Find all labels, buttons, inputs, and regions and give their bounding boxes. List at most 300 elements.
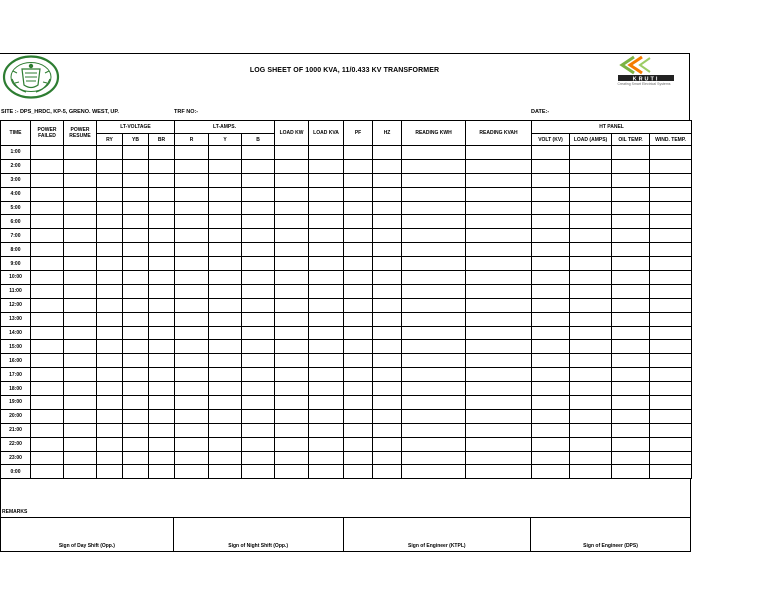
entry-cell[interactable] [149, 354, 175, 368]
entry-cell[interactable] [612, 409, 650, 423]
entry-cell[interactable] [612, 423, 650, 437]
entry-cell[interactable] [97, 298, 123, 312]
entry-cell[interactable] [612, 271, 650, 285]
entry-cell[interactable] [570, 284, 612, 298]
entry-cell[interactable] [402, 284, 466, 298]
entry-cell[interactable] [650, 382, 692, 396]
entry-cell[interactable] [402, 423, 466, 437]
entry-cell[interactable] [242, 159, 275, 173]
entry-cell[interactable] [532, 201, 570, 215]
entry-cell[interactable] [275, 451, 309, 465]
entry-cell[interactable] [31, 326, 64, 340]
entry-cell[interactable] [344, 243, 373, 257]
entry-cell[interactable] [612, 146, 650, 160]
entry-cell[interactable] [650, 423, 692, 437]
entry-cell[interactable] [309, 326, 344, 340]
entry-cell[interactable] [309, 187, 344, 201]
entry-cell[interactable] [64, 382, 97, 396]
entry-cell[interactable] [242, 340, 275, 354]
entry-cell[interactable] [309, 271, 344, 285]
entry-cell[interactable] [97, 229, 123, 243]
entry-cell[interactable] [612, 159, 650, 173]
entry-cell[interactable] [175, 159, 209, 173]
entry-cell[interactable] [344, 201, 373, 215]
entry-cell[interactable] [97, 465, 123, 479]
entry-cell[interactable] [275, 271, 309, 285]
entry-cell[interactable] [31, 215, 64, 229]
entry-cell[interactable] [149, 215, 175, 229]
entry-cell[interactable] [612, 396, 650, 410]
entry-cell[interactable] [64, 312, 97, 326]
entry-cell[interactable] [402, 354, 466, 368]
entry-cell[interactable] [64, 396, 97, 410]
entry-cell[interactable] [149, 396, 175, 410]
entry-cell[interactable] [344, 257, 373, 271]
entry-cell[interactable] [570, 173, 612, 187]
entry-cell[interactable] [402, 396, 466, 410]
entry-cell[interactable] [650, 465, 692, 479]
entry-cell[interactable] [532, 368, 570, 382]
entry-cell[interactable] [242, 229, 275, 243]
entry-cell[interactable] [570, 271, 612, 285]
entry-cell[interactable] [175, 271, 209, 285]
entry-cell[interactable] [570, 382, 612, 396]
entry-cell[interactable] [466, 409, 532, 423]
entry-cell[interactable] [31, 257, 64, 271]
entry-cell[interactable] [275, 173, 309, 187]
entry-cell[interactable] [344, 382, 373, 396]
entry-cell[interactable] [612, 354, 650, 368]
entry-cell[interactable] [650, 312, 692, 326]
entry-cell[interactable] [31, 437, 64, 451]
entry-cell[interactable] [209, 368, 242, 382]
entry-cell[interactable] [97, 271, 123, 285]
entry-cell[interactable] [209, 229, 242, 243]
entry-cell[interactable] [149, 312, 175, 326]
entry-cell[interactable] [532, 340, 570, 354]
entry-cell[interactable] [97, 257, 123, 271]
entry-cell[interactable] [309, 437, 344, 451]
entry-cell[interactable] [650, 409, 692, 423]
entry-cell[interactable] [402, 312, 466, 326]
entry-cell[interactable] [175, 396, 209, 410]
entry-cell[interactable] [570, 368, 612, 382]
entry-cell[interactable] [373, 396, 402, 410]
entry-cell[interactable] [64, 437, 97, 451]
entry-cell[interactable] [373, 146, 402, 160]
entry-cell[interactable] [64, 451, 97, 465]
entry-cell[interactable] [209, 326, 242, 340]
entry-cell[interactable] [149, 271, 175, 285]
entry-cell[interactable] [466, 159, 532, 173]
entry-cell[interactable] [123, 257, 149, 271]
entry-cell[interactable] [97, 284, 123, 298]
entry-cell[interactable] [532, 187, 570, 201]
entry-cell[interactable] [175, 187, 209, 201]
entry-cell[interactable] [275, 396, 309, 410]
entry-cell[interactable] [242, 312, 275, 326]
entry-cell[interactable] [97, 312, 123, 326]
entry-cell[interactable] [570, 396, 612, 410]
entry-cell[interactable] [532, 451, 570, 465]
entry-cell[interactable] [373, 368, 402, 382]
entry-cell[interactable] [64, 368, 97, 382]
entry-cell[interactable] [344, 423, 373, 437]
entry-cell[interactable] [209, 340, 242, 354]
entry-cell[interactable] [650, 257, 692, 271]
entry-cell[interactable] [466, 340, 532, 354]
entry-cell[interactable] [344, 340, 373, 354]
entry-cell[interactable] [97, 396, 123, 410]
entry-cell[interactable] [209, 423, 242, 437]
entry-cell[interactable] [209, 271, 242, 285]
entry-cell[interactable] [209, 312, 242, 326]
entry-cell[interactable] [344, 215, 373, 229]
entry-cell[interactable] [175, 243, 209, 257]
entry-cell[interactable] [344, 326, 373, 340]
entry-cell[interactable] [650, 284, 692, 298]
entry-cell[interactable] [123, 382, 149, 396]
entry-cell[interactable] [344, 284, 373, 298]
sign-day-shift[interactable] [0, 517, 174, 552]
entry-cell[interactable] [209, 409, 242, 423]
entry-cell[interactable] [309, 409, 344, 423]
entry-cell[interactable] [532, 215, 570, 229]
entry-cell[interactable] [466, 257, 532, 271]
entry-cell[interactable] [209, 173, 242, 187]
entry-cell[interactable] [242, 354, 275, 368]
entry-cell[interactable] [309, 173, 344, 187]
entry-cell[interactable] [309, 340, 344, 354]
entry-cell[interactable] [466, 354, 532, 368]
entry-cell[interactable] [64, 229, 97, 243]
entry-cell[interactable] [209, 146, 242, 160]
entry-cell[interactable] [175, 423, 209, 437]
entry-cell[interactable] [149, 465, 175, 479]
sign-engineer-ktpl[interactable] [343, 517, 532, 552]
entry-cell[interactable] [97, 451, 123, 465]
entry-cell[interactable] [123, 271, 149, 285]
entry-cell[interactable] [31, 451, 64, 465]
entry-cell[interactable] [64, 146, 97, 160]
entry-cell[interactable] [570, 229, 612, 243]
entry-cell[interactable] [650, 215, 692, 229]
entry-cell[interactable] [612, 368, 650, 382]
entry-cell[interactable] [123, 215, 149, 229]
entry-cell[interactable] [402, 409, 466, 423]
entry-cell[interactable] [175, 465, 209, 479]
entry-cell[interactable] [612, 215, 650, 229]
entry-cell[interactable] [373, 409, 402, 423]
entry-cell[interactable] [209, 437, 242, 451]
entry-cell[interactable] [175, 257, 209, 271]
entry-cell[interactable] [123, 159, 149, 173]
entry-cell[interactable] [31, 409, 64, 423]
entry-cell[interactable] [612, 201, 650, 215]
entry-cell[interactable] [612, 187, 650, 201]
entry-cell[interactable] [175, 326, 209, 340]
entry-cell[interactable] [149, 146, 175, 160]
entry-cell[interactable] [532, 298, 570, 312]
entry-cell[interactable] [532, 409, 570, 423]
entry-cell[interactable] [175, 284, 209, 298]
entry-cell[interactable] [309, 354, 344, 368]
entry-cell[interactable] [175, 368, 209, 382]
entry-cell[interactable] [532, 312, 570, 326]
entry-cell[interactable] [466, 243, 532, 257]
entry-cell[interactable] [149, 243, 175, 257]
entry-cell[interactable] [373, 340, 402, 354]
entry-cell[interactable] [373, 354, 402, 368]
entry-cell[interactable] [242, 409, 275, 423]
entry-cell[interactable] [149, 409, 175, 423]
entry-cell[interactable] [402, 146, 466, 160]
entry-cell[interactable] [532, 382, 570, 396]
entry-cell[interactable] [309, 215, 344, 229]
entry-cell[interactable] [149, 368, 175, 382]
entry-cell[interactable] [373, 271, 402, 285]
entry-cell[interactable] [650, 451, 692, 465]
entry-cell[interactable] [209, 354, 242, 368]
entry-cell[interactable] [402, 465, 466, 479]
entry-cell[interactable] [97, 423, 123, 437]
entry-cell[interactable] [309, 298, 344, 312]
entry-cell[interactable] [612, 465, 650, 479]
entry-cell[interactable] [31, 298, 64, 312]
entry-cell[interactable] [373, 257, 402, 271]
entry-cell[interactable] [570, 451, 612, 465]
entry-cell[interactable] [97, 382, 123, 396]
entry-cell[interactable] [650, 146, 692, 160]
entry-cell[interactable] [64, 409, 97, 423]
entry-cell[interactable] [402, 340, 466, 354]
entry-cell[interactable] [344, 159, 373, 173]
entry-cell[interactable] [570, 243, 612, 257]
entry-cell[interactable] [570, 187, 612, 201]
entry-cell[interactable] [209, 284, 242, 298]
entry-cell[interactable] [650, 340, 692, 354]
entry-cell[interactable] [309, 284, 344, 298]
entry-cell[interactable] [209, 201, 242, 215]
entry-cell[interactable] [275, 187, 309, 201]
entry-cell[interactable] [149, 382, 175, 396]
entry-cell[interactable] [309, 159, 344, 173]
entry-cell[interactable] [123, 229, 149, 243]
entry-cell[interactable] [650, 243, 692, 257]
entry-cell[interactable] [570, 465, 612, 479]
entry-cell[interactable] [64, 326, 97, 340]
entry-cell[interactable] [175, 215, 209, 229]
entry-cell[interactable] [309, 368, 344, 382]
entry-cell[interactable] [344, 298, 373, 312]
entry-cell[interactable] [31, 340, 64, 354]
entry-cell[interactable] [612, 229, 650, 243]
entry-cell[interactable] [175, 451, 209, 465]
entry-cell[interactable] [344, 312, 373, 326]
entry-cell[interactable] [149, 173, 175, 187]
entry-cell[interactable] [275, 284, 309, 298]
entry-cell[interactable] [64, 298, 97, 312]
entry-cell[interactable] [123, 409, 149, 423]
entry-cell[interactable] [344, 146, 373, 160]
entry-cell[interactable] [149, 423, 175, 437]
entry-cell[interactable] [570, 257, 612, 271]
entry-cell[interactable] [532, 423, 570, 437]
entry-cell[interactable] [466, 146, 532, 160]
entry-cell[interactable] [466, 284, 532, 298]
entry-cell[interactable] [97, 326, 123, 340]
entry-cell[interactable] [242, 215, 275, 229]
entry-cell[interactable] [402, 159, 466, 173]
entry-cell[interactable] [309, 146, 344, 160]
entry-cell[interactable] [650, 368, 692, 382]
entry-cell[interactable] [402, 451, 466, 465]
entry-cell[interactable] [123, 354, 149, 368]
entry-cell[interactable] [31, 271, 64, 285]
entry-cell[interactable] [209, 187, 242, 201]
entry-cell[interactable] [532, 257, 570, 271]
entry-cell[interactable] [31, 187, 64, 201]
entry-cell[interactable] [275, 465, 309, 479]
entry-cell[interactable] [373, 173, 402, 187]
entry-cell[interactable] [570, 298, 612, 312]
entry-cell[interactable] [275, 382, 309, 396]
entry-cell[interactable] [242, 298, 275, 312]
entry-cell[interactable] [31, 229, 64, 243]
entry-cell[interactable] [123, 146, 149, 160]
entry-cell[interactable] [97, 215, 123, 229]
sign-night-shift[interactable] [173, 517, 344, 552]
entry-cell[interactable] [64, 159, 97, 173]
entry-cell[interactable] [373, 465, 402, 479]
entry-cell[interactable] [149, 340, 175, 354]
entry-cell[interactable] [650, 354, 692, 368]
entry-cell[interactable] [373, 284, 402, 298]
entry-cell[interactable] [149, 257, 175, 271]
entry-cell[interactable] [275, 215, 309, 229]
entry-cell[interactable] [309, 201, 344, 215]
entry-cell[interactable] [402, 173, 466, 187]
entry-cell[interactable] [64, 187, 97, 201]
entry-cell[interactable] [123, 298, 149, 312]
entry-cell[interactable] [373, 243, 402, 257]
entry-cell[interactable] [373, 451, 402, 465]
entry-cell[interactable] [242, 257, 275, 271]
entry-cell[interactable] [242, 271, 275, 285]
entry-cell[interactable] [466, 437, 532, 451]
entry-cell[interactable] [31, 146, 64, 160]
entry-cell[interactable] [149, 284, 175, 298]
entry-cell[interactable] [31, 396, 64, 410]
entry-cell[interactable] [31, 382, 64, 396]
entry-cell[interactable] [275, 409, 309, 423]
entry-cell[interactable] [466, 229, 532, 243]
entry-cell[interactable] [532, 243, 570, 257]
entry-cell[interactable] [570, 354, 612, 368]
entry-cell[interactable] [97, 354, 123, 368]
entry-cell[interactable] [402, 257, 466, 271]
entry-cell[interactable] [209, 215, 242, 229]
entry-cell[interactable] [209, 396, 242, 410]
entry-cell[interactable] [402, 201, 466, 215]
entry-cell[interactable] [123, 437, 149, 451]
remarks-area[interactable] [0, 479, 691, 517]
entry-cell[interactable] [64, 257, 97, 271]
entry-cell[interactable] [532, 284, 570, 298]
entry-cell[interactable] [466, 187, 532, 201]
entry-cell[interactable] [344, 409, 373, 423]
entry-cell[interactable] [373, 229, 402, 243]
entry-cell[interactable] [402, 298, 466, 312]
entry-cell[interactable] [31, 368, 64, 382]
entry-cell[interactable] [275, 368, 309, 382]
entry-cell[interactable] [242, 326, 275, 340]
entry-cell[interactable] [275, 326, 309, 340]
entry-cell[interactable] [344, 451, 373, 465]
entry-cell[interactable] [309, 465, 344, 479]
entry-cell[interactable] [209, 382, 242, 396]
entry-cell[interactable] [209, 298, 242, 312]
entry-cell[interactable] [175, 409, 209, 423]
sign-engineer-dps[interactable] [530, 517, 691, 552]
entry-cell[interactable] [97, 437, 123, 451]
entry-cell[interactable] [275, 243, 309, 257]
entry-cell[interactable] [650, 187, 692, 201]
entry-cell[interactable] [175, 146, 209, 160]
entry-cell[interactable] [175, 354, 209, 368]
entry-cell[interactable] [402, 215, 466, 229]
entry-cell[interactable] [242, 396, 275, 410]
entry-cell[interactable] [570, 201, 612, 215]
entry-cell[interactable] [650, 159, 692, 173]
entry-cell[interactable] [612, 173, 650, 187]
entry-cell[interactable] [275, 159, 309, 173]
entry-cell[interactable] [466, 173, 532, 187]
entry-cell[interactable] [466, 201, 532, 215]
entry-cell[interactable] [344, 271, 373, 285]
entry-cell[interactable] [149, 298, 175, 312]
entry-cell[interactable] [175, 382, 209, 396]
entry-cell[interactable] [64, 465, 97, 479]
entry-cell[interactable] [309, 423, 344, 437]
entry-cell[interactable] [344, 187, 373, 201]
entry-cell[interactable] [466, 312, 532, 326]
entry-cell[interactable] [532, 396, 570, 410]
entry-cell[interactable] [373, 298, 402, 312]
entry-cell[interactable] [612, 257, 650, 271]
entry-cell[interactable] [123, 396, 149, 410]
entry-cell[interactable] [123, 284, 149, 298]
entry-cell[interactable] [175, 340, 209, 354]
entry-cell[interactable] [175, 298, 209, 312]
entry-cell[interactable] [149, 201, 175, 215]
entry-cell[interactable] [373, 201, 402, 215]
entry-cell[interactable] [373, 423, 402, 437]
entry-cell[interactable] [612, 437, 650, 451]
entry-cell[interactable] [373, 215, 402, 229]
entry-cell[interactable] [466, 215, 532, 229]
entry-cell[interactable] [466, 271, 532, 285]
entry-cell[interactable] [344, 173, 373, 187]
entry-cell[interactable] [344, 465, 373, 479]
entry-cell[interactable] [275, 423, 309, 437]
entry-cell[interactable] [570, 146, 612, 160]
entry-cell[interactable] [373, 159, 402, 173]
entry-cell[interactable] [242, 201, 275, 215]
entry-cell[interactable] [175, 229, 209, 243]
entry-cell[interactable] [123, 465, 149, 479]
entry-cell[interactable] [123, 187, 149, 201]
